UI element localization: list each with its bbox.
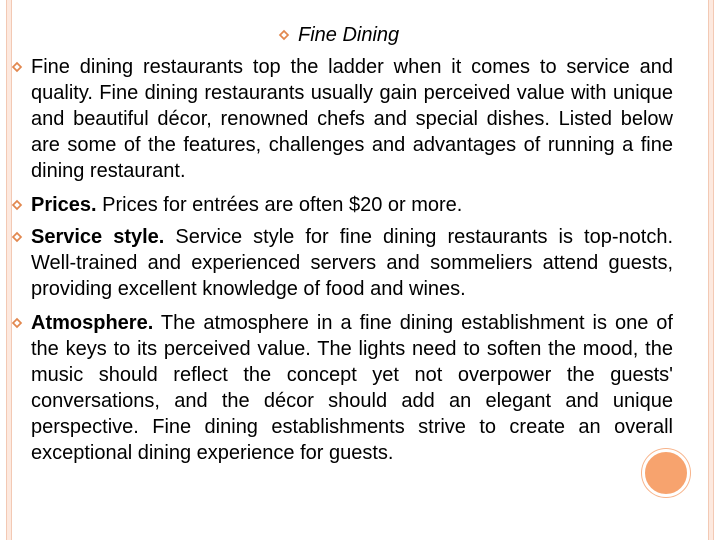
diamond-bullet-icon [11,317,23,329]
diamond-bullet-icon [11,231,23,243]
paragraph-text: Fine dining restaurants top the ladder when it comes to service and quality. Fine dining restaurants usually gain perceived value with unique and beautiful décor, renowned chefs and special dishes. Listed below are some of the features, challenges and advantages of running a fine dining restaurant. [31,56,673,182]
paragraph-text: The atmosphere in a fine dining establishment is one of the keys to its perceived value. The lights need to soften the mood, the music should reflect the concept yet not overpower the guests' conversations, and the décor should add an elegant and unique perspective. Fine dining establishments strive to create an overall exceptional dining experience for guests. [31,312,673,464]
bullet-paragraph-service-style [31,224,673,302]
diamond-bullet-icon [11,61,23,73]
bullet-paragraph-prices [31,192,673,218]
paragraph-text: Prices for entrées are often $20 or more. [96,194,463,216]
paragraph-lead: Prices. [31,194,97,216]
paragraph-text: Service style for fine dining restaurants is top-notch. Well-trained and experienced servers and sommeliers attend guests, providing excellent knowledge of food and wines. [31,226,674,300]
decorative-circle [642,449,690,497]
bullet-paragraph-intro [31,54,673,184]
paragraph-lead: Service style. [31,226,165,248]
diamond-bullet-icon [11,199,23,211]
right-frame-border [708,0,714,540]
left-frame-border [6,0,12,540]
paragraph-lead: Atmosphere. [31,312,154,334]
slide-title: Fine Dining [298,24,400,46]
bullet-paragraph-atmosphere [31,310,673,466]
diamond-bullet-icon [278,29,290,41]
